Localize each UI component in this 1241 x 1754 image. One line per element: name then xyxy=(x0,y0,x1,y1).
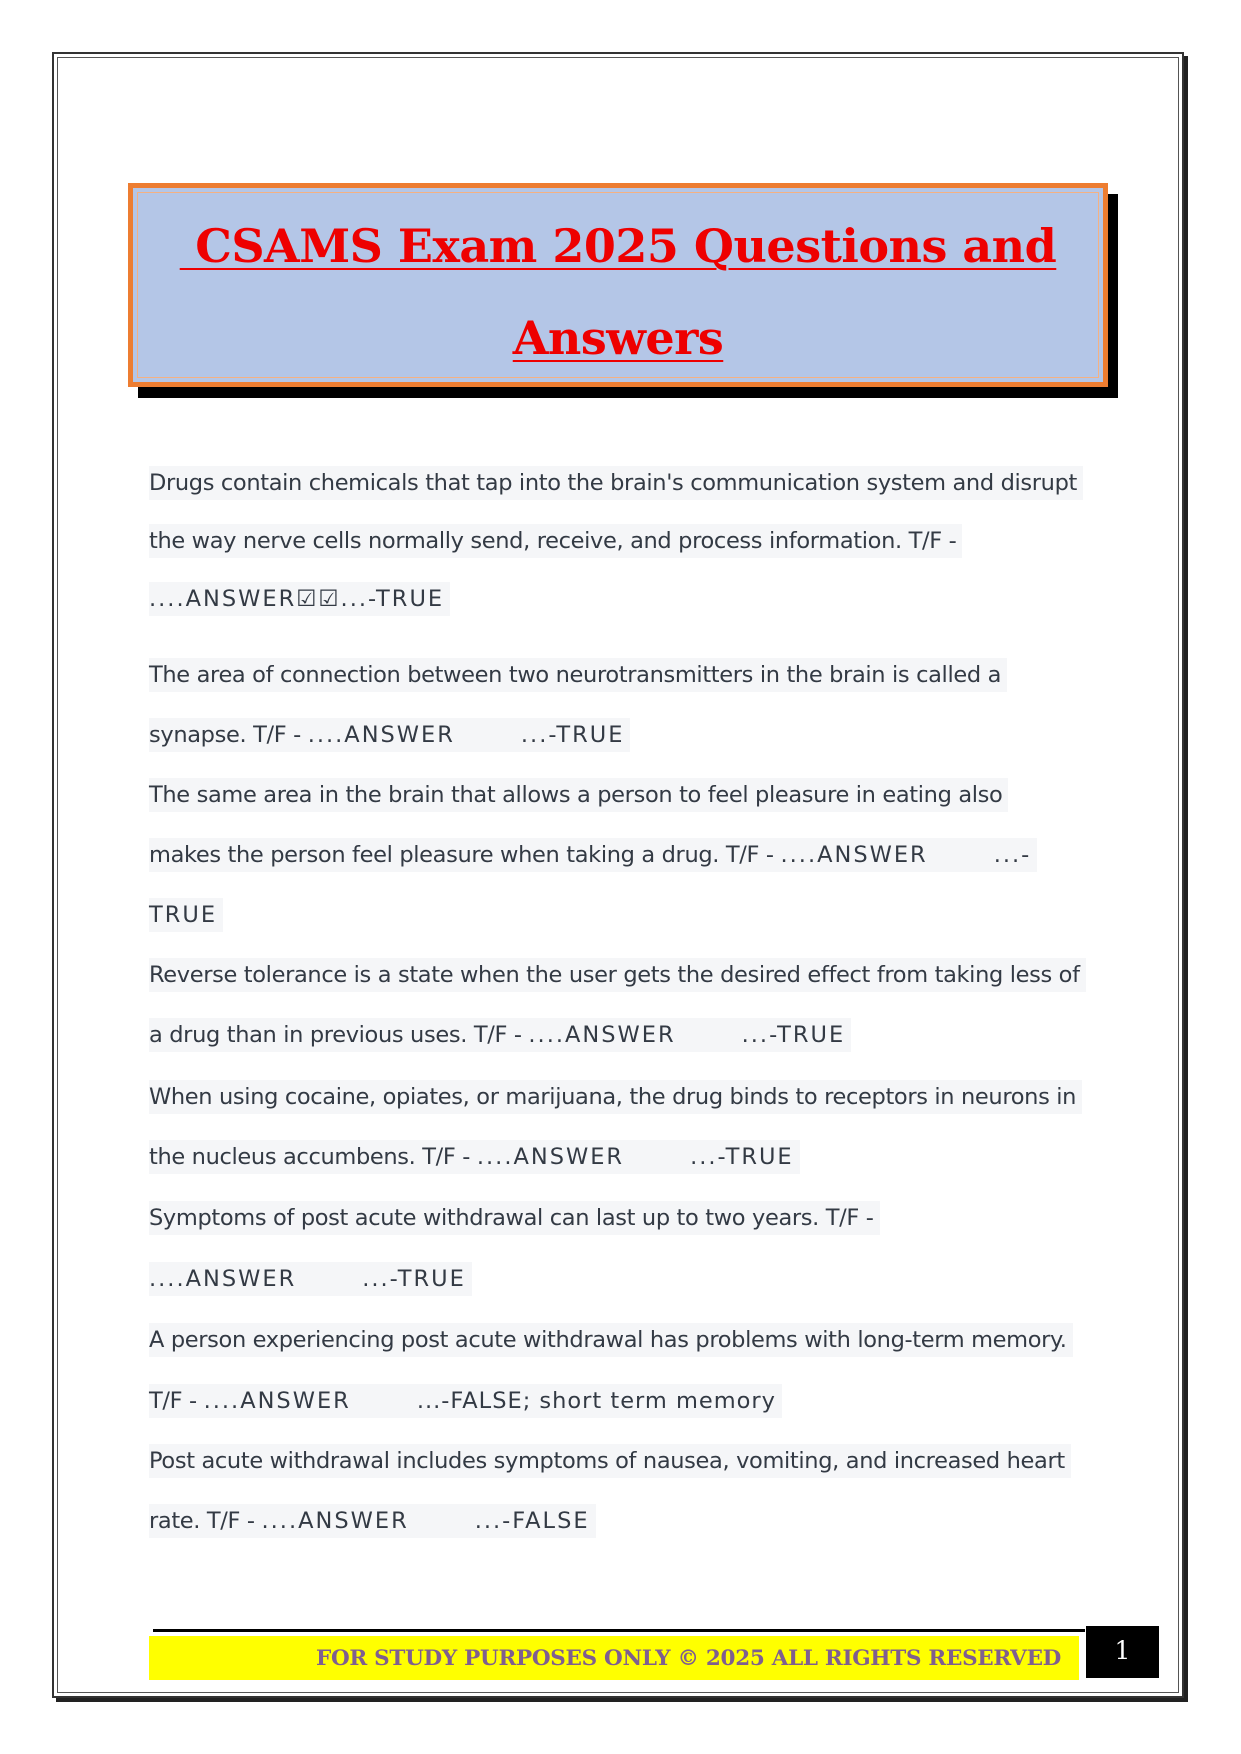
question-1-line-2: the way nerve cells normally send, receive, and process information. T/F - xyxy=(149,524,962,558)
footer-rule xyxy=(153,1629,1085,1632)
question-3-answer-line xyxy=(149,838,1037,872)
question-2-line-1: The area of connection between two neurotransmitters in the brain is called a xyxy=(149,658,1007,692)
page-title-line-1: CSAMS Exam 2025 Questions and xyxy=(179,219,1057,273)
question-3-answer-overflow: TRUE xyxy=(149,898,223,932)
question-5-answer-line xyxy=(149,1140,800,1174)
question-3-answer-value: ...- xyxy=(993,842,1032,868)
question-3-line-1: The same area in the brain that allows a person to feel pleasure in eating also xyxy=(149,778,1008,812)
page-border-shadow xyxy=(1184,56,1188,1702)
question-2-text-tail: synapse. T/F - xyxy=(149,722,308,748)
question-7-answer-line xyxy=(149,1384,782,1418)
page-border-shadow xyxy=(56,1698,1188,1702)
question-8-text-tail: rate. T/F - xyxy=(149,1508,262,1534)
question-7-line-1: A person experiencing post acute withdrawal has problems with long-term memory. xyxy=(149,1323,1073,1357)
question-1-answer: ....ANSWER☑☑...-TRUE xyxy=(149,582,450,616)
page-title xyxy=(133,200,1103,384)
page-number-box xyxy=(1086,1626,1159,1678)
question-2-answer-value: ...-TRUE xyxy=(520,722,625,748)
question-5-line-1: When using cocaine, opiates, or marijuana, the drug binds to receptors in neurons in xyxy=(149,1080,1082,1114)
question-5-text-tail: the nucleus accumbens. T/F - xyxy=(149,1144,477,1170)
question-7-answer-value: ...-FALSE; short term memory xyxy=(416,1388,776,1414)
question-8-answer-value: ...-FALSE xyxy=(474,1508,590,1534)
question-4-text-tail: a drug than in previous uses. T/F - xyxy=(149,1022,529,1048)
question-4-answer-line xyxy=(149,1018,851,1052)
question-6-answer-label: ....ANSWER xyxy=(149,1266,297,1292)
question-8-line-1: Post acute withdrawal includes symptoms of nausea, vomiting, and increased heart xyxy=(149,1444,1071,1478)
question-2-answer-line xyxy=(149,718,630,752)
footer-text: FOR STUDY PURPOSES ONLY © 2025 ALL RIGHTS RESERVED xyxy=(316,1646,1061,1671)
page-number: 1 xyxy=(1114,1636,1131,1665)
question-4-answer-value: ...-TRUE xyxy=(741,1022,846,1048)
title-box xyxy=(128,183,1108,387)
question-7-text-tail: T/F - xyxy=(149,1388,204,1414)
question-6-answer-line xyxy=(149,1262,472,1296)
question-1-line-1: Drugs contain chemicals that tap into the brain's communication system and disrupt xyxy=(149,466,1083,500)
question-3-answer-label: ....ANSWER xyxy=(780,842,928,868)
question-7-answer-label: ....ANSWER xyxy=(203,1388,351,1414)
question-4-line-1: Reverse tolerance is a state when the user gets the desired effect from taking less of xyxy=(149,958,1086,992)
question-4-answer-label: ....ANSWER xyxy=(528,1022,676,1048)
question-5-answer-value: ...-TRUE xyxy=(690,1144,794,1170)
question-2-answer-label: ....ANSWER xyxy=(307,722,455,748)
footer-bar xyxy=(149,1636,1079,1680)
question-5-answer-label: ....ANSWER xyxy=(476,1144,625,1170)
question-6-line-1: Symptoms of post acute withdrawal can last up to two years. T/F - xyxy=(149,1201,880,1235)
question-3-text-tail: makes the person feel pleasure when taking a drug. T/F - xyxy=(149,842,781,868)
page-title-line-2: Answers xyxy=(512,311,724,365)
question-6-answer-value: ...-TRUE xyxy=(362,1266,466,1292)
question-8-answer-line xyxy=(149,1504,596,1538)
question-8-answer-label: ....ANSWER xyxy=(261,1508,409,1534)
